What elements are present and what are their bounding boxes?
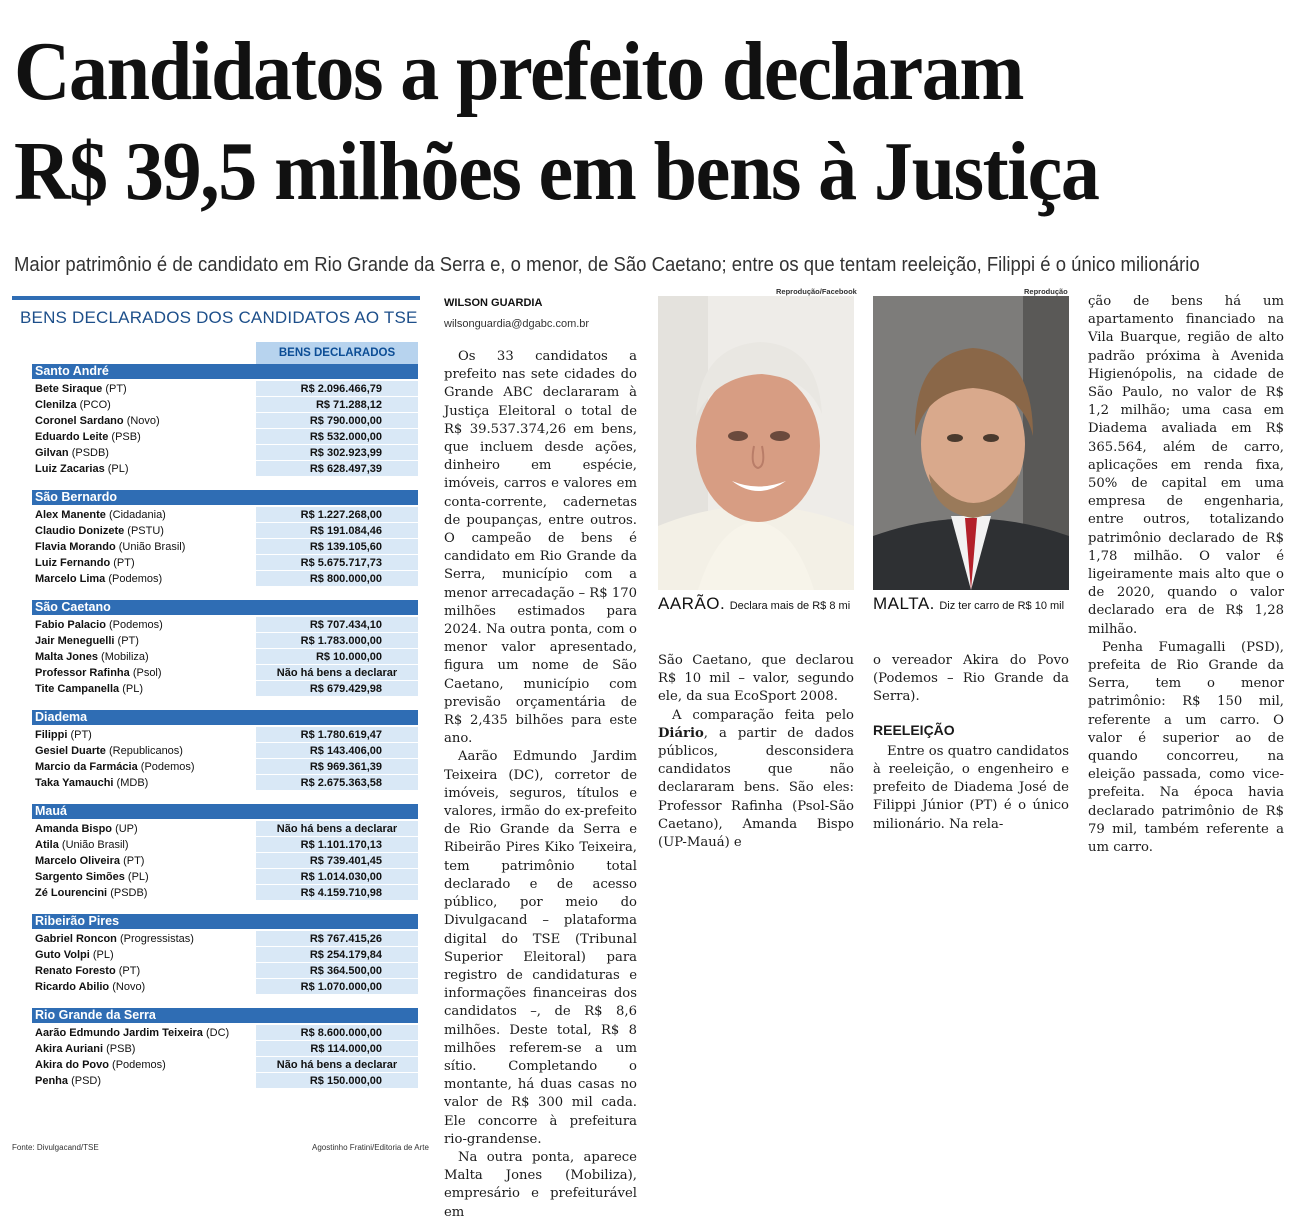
candidate-party: (Novo) xyxy=(126,415,160,427)
candidate-name: Alex Manente xyxy=(35,509,106,521)
declared-assets-value: R$ 628.497,39 xyxy=(256,461,418,476)
candidate-party: (PSDB) xyxy=(110,887,148,899)
candidate-name: Amanda Bispo xyxy=(35,823,113,835)
city-block xyxy=(32,1008,418,1089)
caption-text: Declara mais de R$ 8 mi xyxy=(729,600,851,612)
declared-assets-value: R$ 150.000,00 xyxy=(256,1073,418,1088)
declared-assets-value: R$ 71.288,12 xyxy=(256,397,418,412)
candidate-name: Marcelo Lima xyxy=(35,573,106,585)
candidate-name: Tite Campanella xyxy=(35,683,120,695)
candidate-cell xyxy=(32,743,256,758)
candidate-cell xyxy=(32,571,256,586)
candidate-party: (União Brasil) xyxy=(118,541,186,553)
candidate-cell xyxy=(32,1041,256,1056)
declared-assets-value: R$ 143.406,00 xyxy=(256,743,418,758)
candidate-name: Filippi xyxy=(35,729,68,741)
candidate-cell xyxy=(32,869,256,884)
assets-table-box xyxy=(12,296,420,1132)
candidate-name: Gilvan xyxy=(35,447,69,459)
candidate-party: (PSB) xyxy=(111,431,141,443)
table-row xyxy=(32,617,418,633)
table-row xyxy=(32,445,418,461)
candidate-name: Marcio da Farmácia xyxy=(35,761,138,773)
candidate-cell xyxy=(32,947,256,962)
candidate-party: (PSD) xyxy=(71,1075,102,1087)
candidate-party: (União Brasil) xyxy=(61,839,129,851)
table-row xyxy=(32,1073,418,1089)
table-row xyxy=(32,571,418,587)
declared-assets-value: R$ 1.227.268,00 xyxy=(256,507,418,522)
candidate-cell xyxy=(32,649,256,664)
candidate-cell xyxy=(32,539,256,554)
table-row xyxy=(32,413,418,429)
candidate-name: Clenilza xyxy=(35,399,77,411)
candidate-cell xyxy=(32,837,256,852)
city-header: Ribeirão Pires xyxy=(32,914,418,929)
paragraph-text: , a partir de dados públicos, desconsidera candidatos que não declararam bens. São eles: Professor Rafinha (Psol-São Caetano), Amanda Bispo (UP-Mauá) e xyxy=(658,725,854,851)
candidate-name: Guto Volpi xyxy=(35,949,90,961)
candidate-name: Luiz Fernando xyxy=(35,557,111,569)
caption-text: Diz ter carro de R$ 10 mil xyxy=(939,600,1065,612)
subheadline: Maior patrimônio é de candidato em Rio Grande da Serra e, o menor, de São Caetano; entre os que tentam reeleição, Filippi é o único milionário xyxy=(14,254,1200,276)
candidate-party: (Mobiliza) xyxy=(101,651,149,663)
candidate-party: (PT) xyxy=(118,965,141,977)
declared-assets-value: Não há bens a declarar xyxy=(256,665,418,680)
table-row xyxy=(32,649,418,665)
table-row xyxy=(32,523,418,539)
photo-malta xyxy=(873,296,1069,590)
candidate-party: (Podemos) xyxy=(112,1059,166,1071)
candidate-party: (PT) xyxy=(70,729,92,741)
candidate-party: (PL) xyxy=(107,463,129,475)
table-row xyxy=(32,681,418,697)
candidate-party: (Podemos) xyxy=(140,761,195,773)
candidate-cell xyxy=(32,681,256,696)
city-header: São Bernardo xyxy=(32,490,418,505)
photo-credit-2: Reprodução xyxy=(1024,287,1068,296)
candidate-cell xyxy=(32,617,256,632)
table-row xyxy=(32,885,418,901)
candidate-name: Akira do Povo xyxy=(35,1059,109,1071)
declared-assets-value: R$ 114.000,00 xyxy=(256,1041,418,1056)
candidate-name: Atila xyxy=(35,839,59,851)
city-header: São Caetano xyxy=(32,600,418,615)
byline-name: WILSON GUARDIA xyxy=(444,297,543,309)
candidate-name: Aarão Edmundo Jardim Teixeira xyxy=(35,1027,203,1039)
candidate-name: Akira Auriani xyxy=(35,1043,104,1055)
table-row xyxy=(32,507,418,523)
declared-assets-value: R$ 739.401,45 xyxy=(256,853,418,868)
candidate-cell xyxy=(32,979,256,994)
table-source: Fonte: Divulgacand/TSE xyxy=(12,1143,99,1152)
table-row xyxy=(32,429,418,445)
caption-name: MALTA. xyxy=(873,594,935,613)
table-title: BENS DECLARADOS DOS CANDIDATOS AO TSE xyxy=(20,308,418,327)
photo-caption-2 xyxy=(873,594,1064,614)
city-block xyxy=(32,914,418,995)
candidate-name: Gesiel Duarte xyxy=(35,745,106,757)
section-heading: REELEIÇÃO xyxy=(873,721,955,738)
portrait-aarao-image xyxy=(658,296,854,590)
city-gap xyxy=(32,697,418,710)
declared-assets-value: R$ 8.600.000,00 xyxy=(256,1025,418,1040)
article-column-2 xyxy=(658,652,854,852)
declared-assets-value: R$ 767.415,26 xyxy=(256,931,418,946)
candidate-cell xyxy=(32,727,256,742)
candidate-cell xyxy=(32,1025,256,1040)
newspaper-name: Diário xyxy=(658,725,704,741)
city-block xyxy=(32,600,418,697)
candidate-cell xyxy=(32,1057,256,1072)
city-gap xyxy=(32,901,418,914)
declared-assets-value: R$ 254.179,84 xyxy=(256,947,418,962)
candidate-cell xyxy=(32,445,256,460)
candidate-cell xyxy=(32,633,256,648)
candidate-party: (PCO) xyxy=(79,399,111,411)
table-row xyxy=(32,539,418,555)
city-header: Diadema xyxy=(32,710,418,725)
column-header: BENS DECLARADOS xyxy=(256,342,418,364)
table-row xyxy=(32,743,418,759)
portrait-malta-image xyxy=(873,296,1069,590)
table-row xyxy=(32,837,418,853)
assets-table xyxy=(32,342,418,1089)
city-block xyxy=(32,490,418,587)
candidate-party: (Psol) xyxy=(132,667,162,679)
paragraph xyxy=(658,707,854,853)
candidate-party: (UP) xyxy=(115,823,138,835)
candidate-party: (Progressistas) xyxy=(119,933,194,945)
candidate-party: (PSDB) xyxy=(71,447,109,459)
candidate-cell xyxy=(32,461,256,476)
declared-assets-value: R$ 679.429,98 xyxy=(256,681,418,696)
candidate-cell xyxy=(32,1073,256,1088)
declared-assets-value: R$ 364.500,00 xyxy=(256,963,418,978)
candidate-party: (PL) xyxy=(127,871,149,883)
paragraph: Os 33 candidatos a prefeito nas sete cidades do Grande ABC declararam à Justiça Eleitoral o total de R$ 39.537.374,26 em bens, que incluem desde ações, dinheiro em espécie, imóveis, carros e valores em conta-corrente, cadernetas de poupanças, entre outros. O campeão de bens é candidato em Rio Grande da Serra, município com a menor arrecadação – R$ 170 milhões estimados para 2024. Na outra ponta, com o menor valor apresentado, figura um nome de São Caetano, município com previsão orçamentária de R$ 2,435 bilhões para este ano. xyxy=(444,349,637,747)
city-gap xyxy=(32,791,418,804)
table-row xyxy=(32,775,418,791)
city-block xyxy=(32,364,418,477)
article-column-4 xyxy=(1088,293,1284,857)
candidate-cell xyxy=(32,381,256,396)
declared-assets-value: R$ 302.923,99 xyxy=(256,445,418,460)
candidate-name: Coronel Sardano xyxy=(35,415,124,427)
table-row xyxy=(32,869,418,885)
paragraph: São Caetano, que declarou R$ 10 mil – valor, segundo ele, da sua EcoSport 2008. xyxy=(658,653,854,705)
paragraph: Na outra ponta, aparece Malta Jones (Mobiliza), empresário e prefeiturável em xyxy=(444,1149,637,1220)
candidate-party: (Podemos) xyxy=(108,619,163,631)
declared-assets-value: R$ 1.780.619,47 xyxy=(256,727,418,742)
table-row xyxy=(32,555,418,571)
declared-assets-value: R$ 1.783.000,00 xyxy=(256,633,418,648)
candidate-party: (PT) xyxy=(117,635,139,647)
candidate-party: (PSTU) xyxy=(127,525,164,537)
declared-assets-value: R$ 2.096.466,79 xyxy=(256,381,418,396)
byline-email: wilsonguardia@dgabc.com.br xyxy=(444,318,590,330)
candidate-party: (Cidadania) xyxy=(108,509,166,521)
declared-assets-value: R$ 707.434,10 xyxy=(256,617,418,632)
declared-assets-value: R$ 790.000,00 xyxy=(256,413,418,428)
candidate-party: (PL) xyxy=(92,949,114,961)
table-row xyxy=(32,963,418,979)
candidate-name: Luiz Zacarias xyxy=(35,463,105,475)
candidate-party: (DC) xyxy=(205,1027,230,1039)
candidate-name: Bete Siraque xyxy=(35,383,103,395)
declared-assets-value: R$ 1.014.030,00 xyxy=(256,869,418,884)
candidate-name: Fabio Palacio xyxy=(35,619,106,631)
paragraph-text: A comparação feita pelo xyxy=(672,707,854,723)
candidate-cell xyxy=(32,759,256,774)
declared-assets-value: R$ 532.000,00 xyxy=(256,429,418,444)
article-column-3 xyxy=(873,652,1069,834)
paragraph: ção de bens há um apartamento financiado na Vila Buarque, região de alto padrão próxima à Avenida Higienópolis, na cidade de São Paulo, no valor de R$ 1,2 milhão; uma casa em Diadema avaliada em R$ 365.564, além de carro, aplicações em renda fixa, 50% de capital em uma empresa de engenharia, entre outros, totalizando patrimônio declarado de R$ 1,78 milhão. O valor é ligeiramente mais alto que o de 2020, quando o valor declarado era de R$ 1,28 milhão. xyxy=(1088,294,1284,637)
declared-assets-value: R$ 4.159.710,98 xyxy=(256,885,418,900)
photo-caption-1 xyxy=(658,594,850,614)
article-column-1 xyxy=(444,348,637,1222)
candidate-name: Gabriel Roncon xyxy=(35,933,117,945)
table-row xyxy=(32,633,418,649)
table-row xyxy=(32,1057,418,1073)
declared-assets-value: R$ 2.675.363,58 xyxy=(256,775,418,790)
candidate-name: Malta Jones xyxy=(35,651,98,663)
table-row xyxy=(32,727,418,743)
declared-assets-value: R$ 139.105,60 xyxy=(256,539,418,554)
candidate-name: Zé Lourencini xyxy=(35,887,108,899)
table-row xyxy=(32,931,418,947)
city-gap xyxy=(32,995,418,1008)
city-header: Rio Grande da Serra xyxy=(32,1008,418,1023)
city-block xyxy=(32,710,418,791)
photo-aarao xyxy=(658,296,854,590)
city-header: Santo André xyxy=(32,364,418,379)
city-gap xyxy=(32,477,418,490)
table-row xyxy=(32,821,418,837)
declared-assets-value: Não há bens a declarar xyxy=(256,1057,418,1072)
paragraph: Entre os quatro candidatos à reeleição, o engenheiro e prefeito de Diadema José de Filippi Júnior (PT) é o único milionário. Na rela- xyxy=(873,743,1069,832)
table-row xyxy=(32,1041,418,1057)
declared-assets-value: R$ 800.000,00 xyxy=(256,571,418,586)
candidate-name: Eduardo Leite xyxy=(35,431,109,443)
declared-assets-value: R$ 1.070.000,00 xyxy=(256,979,418,994)
table-row xyxy=(32,759,418,775)
declared-assets-value: R$ 191.084,46 xyxy=(256,523,418,538)
paragraph: o vereador Akira do Povo (Podemos – Rio Grande da Serra). xyxy=(873,653,1069,705)
caption-name: AARÃO. xyxy=(658,594,726,613)
paragraph: Penha Fumagalli (PSD), prefeita de Rio Grande da Serra, tem o menor patrimônio: R$ 150 mil, referente a um carro. O valor é superior ao de quando concorreu, na eleição passada, como vice-prefeita. Na época havia declarado patrimônio de R$ 79 mil, também referente a um carro. xyxy=(1088,639,1284,856)
candidate-cell xyxy=(32,555,256,570)
city-block xyxy=(32,804,418,901)
table-row xyxy=(32,979,418,995)
candidate-party: (PT) xyxy=(105,383,127,395)
candidate-party: (Republicanos) xyxy=(108,745,183,757)
candidate-name: Sargento Simões xyxy=(35,871,125,883)
candidate-name: Taka Yamauchi xyxy=(35,777,114,789)
candidate-cell xyxy=(32,397,256,412)
candidate-party: (PL) xyxy=(122,683,144,695)
headline xyxy=(14,22,1197,222)
candidate-cell xyxy=(32,853,256,868)
candidate-cell xyxy=(32,413,256,428)
table-row xyxy=(32,461,418,477)
candidate-cell xyxy=(32,931,256,946)
candidate-name: Claudio Donizete xyxy=(35,525,125,537)
candidate-name: Renato Foresto xyxy=(35,965,116,977)
candidate-name: Flavia Morando xyxy=(35,541,116,553)
candidate-party: (MDB) xyxy=(116,777,149,789)
candidate-name: Ricardo Abilio xyxy=(35,981,110,993)
candidate-party: (PSB) xyxy=(106,1043,136,1055)
candidate-name: Penha xyxy=(35,1075,69,1087)
candidate-cell xyxy=(32,885,256,900)
candidate-cell xyxy=(32,523,256,538)
table-row xyxy=(32,947,418,963)
candidate-name: Marcelo Oliveira xyxy=(35,855,120,867)
table-row xyxy=(32,397,418,413)
city-gap xyxy=(32,587,418,600)
candidate-party: (PT) xyxy=(123,855,145,867)
candidate-cell xyxy=(32,507,256,522)
candidate-cell xyxy=(32,821,256,836)
declared-assets-value: R$ 969.361,39 xyxy=(256,759,418,774)
table-credit: Agostinho Fratini/Editoria de Arte xyxy=(312,1143,429,1152)
declared-assets-value: R$ 5.675.717,73 xyxy=(256,555,418,570)
declared-assets-value: R$ 1.101.170,13 xyxy=(256,837,418,852)
paragraph: Aarão Edmundo Jardim Teixeira (DC), corretor de imóveis, seguros, títulos e valores, irmão do ex-prefeito de Rio Grande da Serra e Ribeirão Pires Kiko Teixeira, tem patrimônio total declarado e de acesso público, por meio do Divulgacand – plataforma digital do TSE (Tribunal Superior Eleitoral) para registro de candidaturas e informações financeiras dos candidatos –, de R$ 8,6 milhões. Deste total, R$ 8 milhões referem-se a um sítio. Completando o montante, há duas casas no valor de R$ 300 mil cada. Ele concorre à prefeitura rio-grandense. xyxy=(444,749,637,1147)
candidate-cell xyxy=(32,963,256,978)
headline-line-1: Candidatos a prefeito declaram xyxy=(14,25,1024,118)
candidate-party: (PT) xyxy=(113,557,135,569)
candidate-cell xyxy=(32,775,256,790)
table-row xyxy=(32,665,418,681)
photo-credit-1: Reprodução/Facebook xyxy=(776,287,857,296)
table-row xyxy=(32,381,418,397)
candidate-party: (Podemos) xyxy=(108,573,163,585)
table-row xyxy=(32,1025,418,1041)
candidate-cell xyxy=(32,429,256,444)
city-header: Mauá xyxy=(32,804,418,819)
candidate-name: Professor Rafinha xyxy=(35,667,130,679)
declared-assets-value: R$ 10.000,00 xyxy=(256,649,418,664)
candidate-party: (Novo) xyxy=(112,981,146,993)
table-row xyxy=(32,853,418,869)
candidate-name: Jair Meneguelli xyxy=(35,635,115,647)
declared-assets-value: Não há bens a declarar xyxy=(256,821,418,836)
candidate-cell xyxy=(32,665,256,680)
headline-line-2: R$ 39,5 milhões em bens à Justiça xyxy=(14,125,1099,218)
